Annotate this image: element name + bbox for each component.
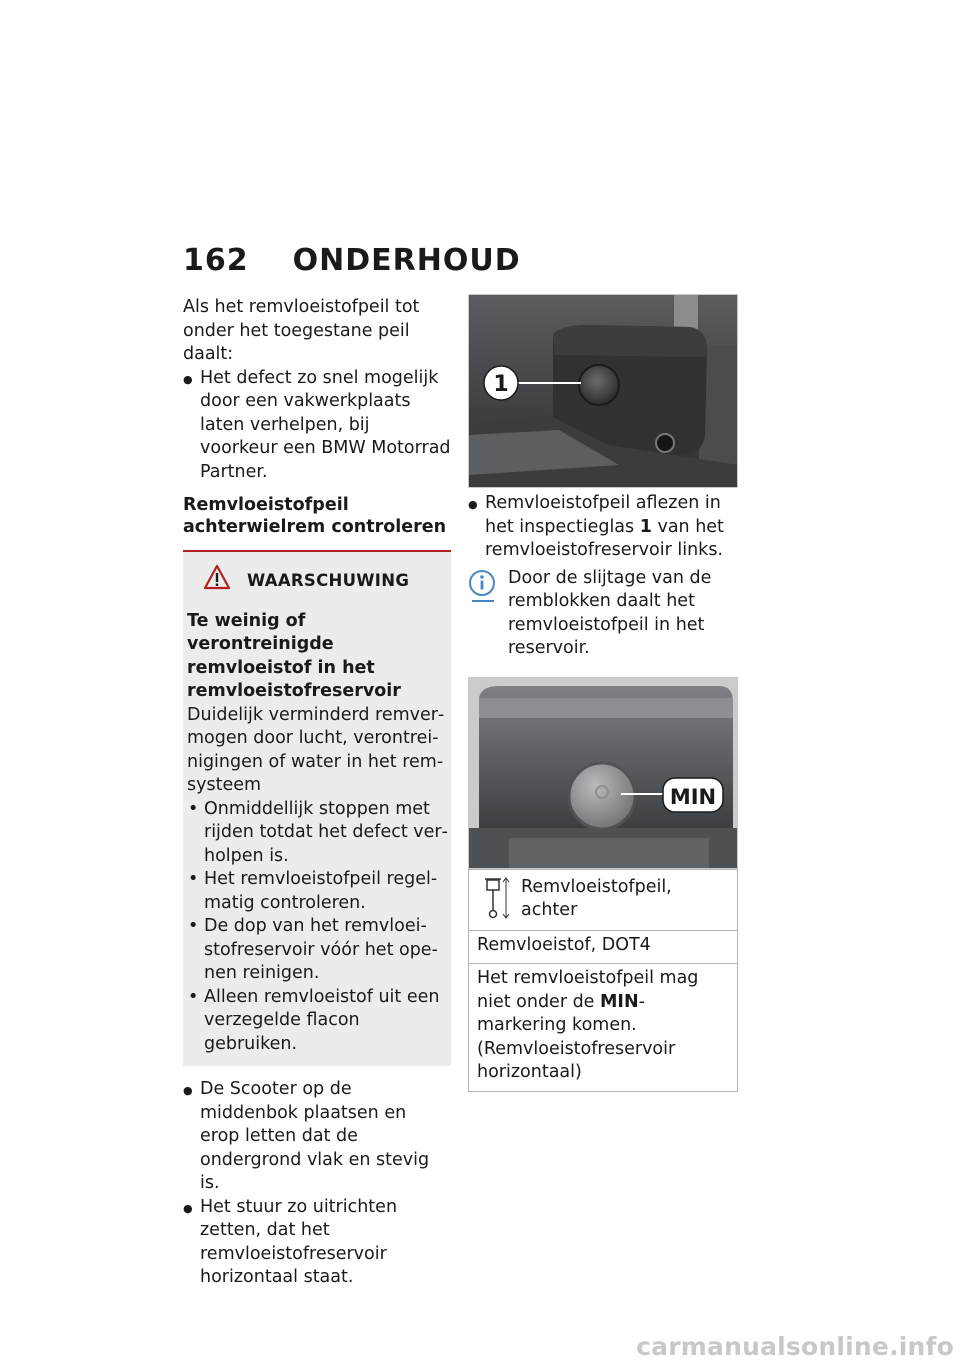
spec-rule-text-end: -markering komen. (Remvloeistofreservoir horizontaal): [477, 991, 676, 1082]
read-step-ref: 1: [639, 516, 652, 537]
warning-box: [183, 550, 451, 1066]
spec-fluid-row: Remvloeistof, DOT4: [469, 931, 737, 965]
brake-fluid-level-icon: [477, 876, 511, 924]
spec-table: [468, 869, 738, 1092]
list-item: ● De Scooter op de middenbok plaatsen en erop letten dat de ondergrond vlak en stevig is.: [183, 1078, 451, 1196]
watermark: carmanualsonline.info: [0, 1322, 960, 1362]
spec-rule-row: [469, 964, 737, 1091]
reservoir-photo: [468, 294, 738, 488]
list-item: [468, 492, 738, 563]
note-text: Door de slijtage van de remblokken daalt het remvloeistofpeil in het reservoir.: [508, 567, 712, 658]
intro-text: Als het remvloeistofpeil tot onder het toegestane peil daalt:: [183, 297, 420, 364]
spec-title-row: [469, 870, 737, 931]
spec-rule-min: MIN: [600, 991, 639, 1012]
warning-title: Te weinig of verontreinigde remvloeistof in het remvloeistofreservoir: [187, 610, 401, 701]
warning-triangle-icon: [203, 564, 231, 598]
list-item: ● Het stuur zo uitrichten zetten, dat het remvloeistofreservoir horizontaal staat.: [183, 1196, 451, 1290]
min-label: MIN: [669, 784, 717, 809]
callout-number: 1: [493, 372, 509, 397]
list-item: • Het remvloeistofpeil regelmatig controleren.: [187, 868, 449, 915]
warning-list: [187, 798, 449, 1057]
note: [468, 567, 738, 661]
page-number: 162: [183, 243, 249, 278]
spec-title: Remvloeistofpeil, achter: [521, 876, 672, 920]
warning-label: WAARSCHUWING: [247, 571, 410, 590]
list-item: • Onmiddellijk stoppen met rijden totdat het defect verholpen is.: [187, 798, 449, 869]
left-column: [183, 296, 451, 1290]
warning-header: [203, 564, 449, 598]
warning-text: Duidelijk verminderd remvermogen door lucht, verontreinigingen of water in het remsysteem: [187, 704, 445, 795]
info-icon: [468, 567, 508, 661]
read-step-list: [468, 492, 738, 563]
right-column: [468, 294, 738, 1092]
list-item: ● Het defect zo snel mogelijk door een vakwerkplaats laten verhelpen, bij voorkeur een BMW Motorrad Partner.: [183, 367, 451, 485]
min-mark-photo: [468, 677, 738, 869]
page-header: [183, 243, 521, 278]
read-step-text: Remvloeistofpeil aflezen in het inspectieglas: [485, 493, 721, 537]
read-step-text-end: van het remvloeistofreservoir links.: [485, 516, 724, 560]
intro-bullet-list: [183, 367, 451, 485]
list-item: • Alleen remvloeistof uit een verzegelde flacon gebruiken.: [187, 986, 449, 1057]
subheading: Remvloeistofpeil achterwielrem controleren: [183, 495, 447, 537]
section-title: ONDERHOUD: [292, 243, 521, 278]
list-item: • De dop van het remvloeistofreservoir vóór het openen reinigen.: [187, 915, 449, 986]
step-list: [183, 1078, 451, 1290]
spec-rule-text: Het remvloeistofpeil mag niet onder de: [477, 968, 699, 1012]
